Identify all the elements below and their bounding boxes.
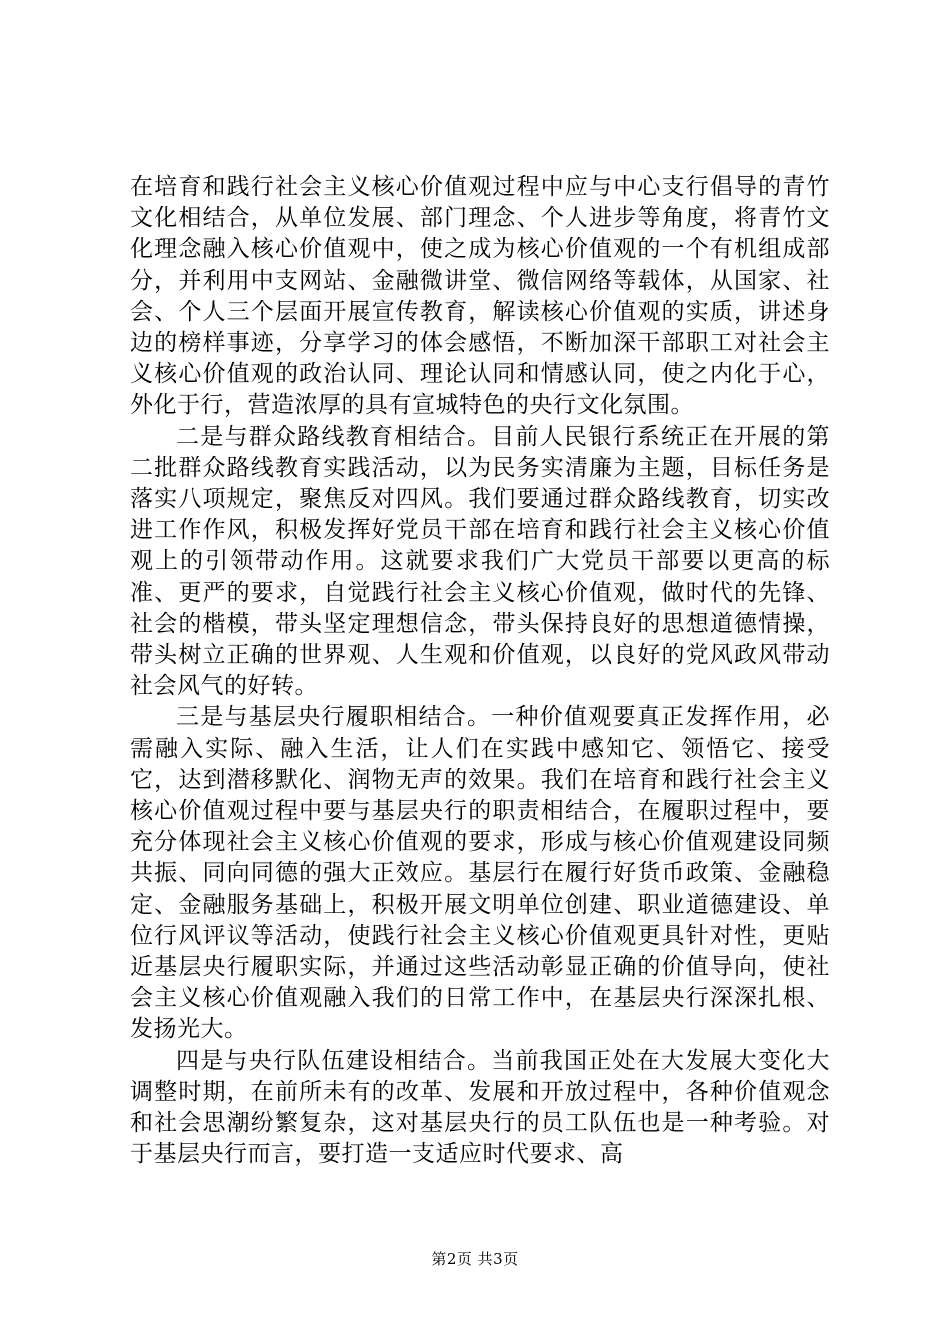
paragraph-team-building: 四是与央行队伍建设相结合。当前我国正处在大发展大变化大调整时期，在前所未有的改革、发展和开放过程中，各种价值观念和社会思潮纷繁复杂，这对基层央行的员工队伍也是一种考验。对于基层央行而言，要打造一支适应时代要求、高 xyxy=(130,1047,830,1168)
paragraph-continuation: 在培育和践行社会主义核心价值观过程中应与中心支行倡导的青竹文化相结合，从单位发展、部门理念、个人进步等角度，将青竹文化理念融入核心价值观中，使之成为核心价值观的一个有机组成部分，并利用中支网站、金融微讲堂、微信网络等载体，从国家、社会、个人三个层面开展宣传教育，解读核心价值观的实质，讲述身边的榜样事迹，分享学习的体会感悟，不断加深干部职工对社会主义核心价值观的政治认同、理论认同和情感认同，使之内化于心，外化于行，营造浓厚的具有宣城特色的央行文化氛围。 xyxy=(130,174,830,419)
body-text xyxy=(130,172,830,1171)
paragraph-central-bank-duties: 三是与基层央行履职相结合。一种价值观要真正发挥作用，必需融入实际、融入生活，让人们在实践中感知它、领悟它、接受它，达到潜移默化、润物无声的效果。我们在培育和践行社会主义核心价值观过程中要与基层央行的职责相结合，在履职过程中，要充分体现社会主义核心价值观的要求，形成与核心价值观建设同频共振、同向同德的强大正效应。基层行在履行好货币政策、金融稳定、金融服务基础上，积极开展文明单位创建、职业道德建设、单位行风评议等活动，使践行社会主义核心价值观更具针对性，更贴近基层央行履职实际，并通过这些活动彰显正确的价值导向，使社会主义核心价值观融入我们的日常工作中，在基层央行深深扎根、发扬光大。 xyxy=(130,704,830,1043)
paragraph-mass-line-education: 二是与群众路线教育相结合。目前人民银行系统正在开展的第二批群众路线教育实践活动，以为民务实清廉为主题，目标任务是落实八项规定，聚焦反对四风。我们要通过群众路线教育，切实改进工作作风，积极发挥好党员干部在培育和践行社会主义核心价值观上的引领带动作用。这就要求我们广大党员干部要以更高的标准、更严的要求，自觉践行社会主义核心价值观，做时代的先锋、社会的楷模，带头坚定理想信念，带头保持良好的思想道德情操，带头树立正确的世界观、人生观和价值观，以良好的党风政风带动社会风气的好转。 xyxy=(130,423,830,700)
page-number-footer: 第2页 共3页 xyxy=(431,1250,519,1268)
